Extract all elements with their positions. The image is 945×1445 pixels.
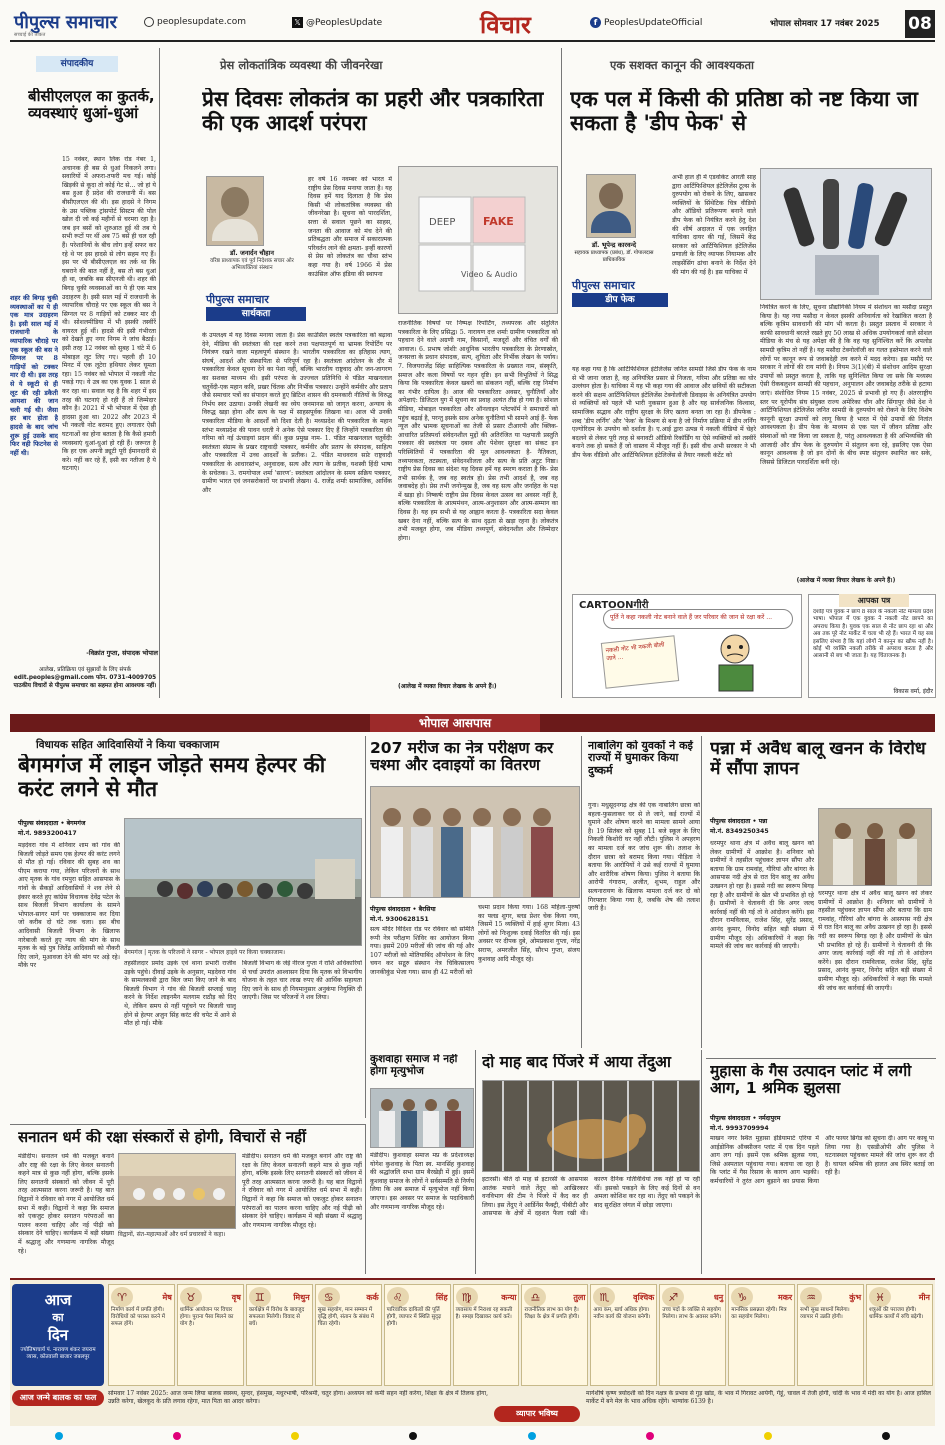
- story4-byline: पीपुल्स संवाददाता • पन्ना: [710, 818, 768, 825]
- press-col2: राजनीतिक विषयों पर निष्पक्ष रिपोर्टिंग, तथ्यपरक और संतुलित पत्रकारिता के लिए प्रसिद्ध। 5. नारायण दत्त शर्माः ग्रामीण पत्रकारिता को पहचान देने वाले अग्रणी नाम, किसानों, मजदूरों और वंचित वर्गों की आवाज। 6. प्रभाष जोशीः आधुनिक भारतीय पत्रकारिता के प्रेरणास्रोत, जनसत्ता के प्रधान संपादक, सत्य, शुचिता और निर्भीक लेखन के पर्याय। 7. विजयराजेंद्र सिंहः साहित्यिक पत्रकारिता के प्रख्यात नाम, संस्कृति, समाज और कला विषयों पर गहन दृष्टि। इन सभी विभूतियों ने सिद्ध किया कि पत्रकारिता केवल खबरों का संकलन नहीं, बल्कि राष्ट्र निर्माण का गंभीर दायित्व है। आज की पत्रकारिताः अवसर, चुनौतियाँ और अपेक्षाएं: डिजिटल युग में सूचना का प्रवाह अत्यंत तीव्र हो गया है। सोशल मीडिया, मोबाइल पत्रकारिता और ऑनलाइन प्लेटफॉर्म ने समाचारों को पहुंच बढ़ाई है, परन्तु इसके साथ अनेक चुनौतियां भी सामने आई हैं- फेक न्यूज और भ्रामक सूचनाओं का तेजी से प्रसार टीआरपी और क्लिक-आधारित प्रतिस्पर्धा संवेदनशील मुद्दों की अतिरंजित या पक्षपाती प्रस्तुति पत्रकार की स्वतंत्रता पर दबाव और पेशेवर सुरक्षा का संकट इन परिस्थितियों में पत्रकारिता की मूल आवश्यकता है- नैतिकता, तथ्यपरकता, तटस्थता, संवेदनशीलता और सत्य के प्रति अटूट निष्ठा। राष्ट्रीय प्रेस दिवस का संदेशः यह दिवस हमें यह स्मरण कराता है कि- प्रेस तभी सार्थक है, जब वह स्वतंत्र हो। प्रेस तभी आदर्श है, जब वह जवाबदेह हो। प्रेस तभी जनोन्मुख है, जब वह सत्य और जनहित के पक्ष में खड़ा हो। निष्कर्षः राष्ट्रीय प्रेस दिवस केवल उत्सव का अवसर नहीं है, बल्कि पत्रकारिता के आत्ममंथन, आत्म-अनुशासन और आत्म-सम्मान का दिवस है। यह हम सभी से यह आह्वान करता है- पत्रकारिता सदा केवल खबर देना नहीं, बल्कि सत्य के साथ दृढ़ता से खड़ा रहना है। लोकतंत्र तभी मजबूत होगा, जब मीडिया तथ्यपूर्ण, संवेदनशील और जिम्मेदार होगा।: [398, 320, 558, 542]
- story5-mobile: मो.नं. 9993709994: [710, 1125, 769, 1132]
- zodiac-name: वृश्चिक: [633, 1292, 655, 1302]
- brand-logo[interactable]: [14, 10, 142, 40]
- zodiac-text: धार्मिक आयोजन पर विचार होगा। पुराना पैसा मिलने का योग है।: [179, 1307, 234, 1328]
- stamp-brand: पीपुल्स समाचार: [206, 293, 269, 306]
- brand-tagline: सच्चाई की ताकत: [14, 32, 46, 38]
- reg-mark-icon: [173, 1432, 181, 1440]
- zodiac-card: [315, 1284, 382, 1386]
- press-col1-top: हर वर्ष 16 नवम्बर को भारत में राष्ट्रीय प्रेस दिवस मनाया जाता है। यह दिवस हमें याद दिलाता है कि प्रेस किसी भी लोकतांत्रिक व्यवस्था की जीवनरेखा है। सूचना को पारदर्शिता, सत्ता से सवाल पूछने का साहस, जनता की आवाज को मंच देने की प्रतिबद्धता और समाज में सकारात्मक परिवर्तन लाने की क्षमता- इन्हीं कारणों से प्रेस को लोकतंत्र का चौथा स्तंभ कहा गया है। वर्ष 1966 में प्रेस काउंसिल ऑफ इंडिया की स्थापना: [308, 176, 392, 278]
- website-link[interactable]: peoplesupdate.com: [144, 17, 246, 27]
- story-panna: [706, 736, 936, 1054]
- crowd-graphic: [125, 819, 362, 946]
- story3-headline: नाबालिग को युवकों ने कई राज्यों में घुमाकर किया दुष्कर्म: [588, 740, 693, 777]
- zodiac-11-icon: ♒: [800, 1287, 822, 1307]
- contact-line-2[interactable]: edit.peoples@gmail.com फोन. 0731-4009705: [13, 675, 157, 681]
- author-name-bhupendra: डॉ. भूपेन्द्र कारवन्दे: [591, 241, 637, 249]
- story1-kicker: विधायक सहित आदिवासियों ने किया चक्काजाम: [36, 739, 220, 751]
- birthday-label: आज जन्मे बालक का फल: [12, 1390, 104, 1406]
- story2-headline: 207 मरीज का नेत्र परीक्षण कर चश्मा और दवाइयों का वितरण: [370, 740, 554, 775]
- story-leopard: [480, 1050, 702, 1274]
- microphones-image: [760, 168, 932, 300]
- contact-line-3: पाठकीय विचारों से पीपुल्स समाचार का सहमत होना आवश्यक नहीं।: [13, 683, 157, 689]
- zodiac-name: धनु: [713, 1292, 724, 1302]
- zodiac-card: [453, 1284, 520, 1386]
- story6-caption: विद्वानों, संत-महात्माओं और धर्म प्रचारकों ने कहा।: [118, 1231, 226, 1238]
- people-graphic: [819, 809, 932, 886]
- horoscope-title-1: आज: [44, 1291, 72, 1309]
- story-eye-camp: [370, 736, 582, 1048]
- zodiac-card: [108, 1284, 175, 1386]
- zodiac-4-icon: ♋: [318, 1287, 340, 1307]
- zodiac-card: [177, 1284, 244, 1386]
- story-muhasa-fire: [706, 1058, 936, 1274]
- stamp-label: सार्थकता: [206, 307, 306, 321]
- story5-byline: पीपुल्स संवाददाता • नर्मदापुरम: [710, 1115, 781, 1122]
- business-label: व्यापार भविष्य: [494, 1406, 580, 1422]
- cartoon-paper: नकली नोट भी नकली बोली जाने ...: [601, 635, 679, 688]
- zodiac-card: [521, 1284, 588, 1386]
- story-kushwaha: [370, 1050, 476, 1274]
- zodiac-name: कर्क: [366, 1292, 379, 1302]
- zodiac-text: निर्माण कार्य में प्रगति होगी। विरोधियों को परास्त करने में सफल होंगे।: [111, 1307, 166, 1328]
- story1-col2: तहसीलदार प्रमोद उइके एवं थाना प्रभारी राजीव उइके पहुंचे। दीवाई उइके के अनुसार, मड़देवरा गांव के सामलकाबी द्वारा बिल जमा किए जाने के बाद बिजली विभाग ने गांव की बिजली सप्लाई चालू करने के निर्देश लाइनमैन मलगाम राठौड़ को दिए थे, लेकिन समय से नहीं पहुंचने पर बिजली चालू होने से हेल्पर अजुन सिंह करंट की चपेट में आने से मौत हो गई। मौके: [124, 960, 236, 1028]
- group-photo-graphic: [371, 787, 580, 898]
- author-photo-janardan: [206, 176, 264, 246]
- story2-byline: पीपुल्स संवाददाता • बैरसिया: [370, 906, 436, 913]
- story2-col2: चश्मा प्रदान किया गया। 168 महिला-पुरुषों का फ्लड शुगर, ब्लड प्रेशर चेक किया गया, जिसमें 15 व्यक्तियों में हाई शुगर मिला। 43 लोगों को निःशुल्क दवाई वितरित की गई। इस अवसर पर दीपक दुबे, ओमप्रकाश गुप्ता, नरेंद्र सराफ, अमरजीत सिंह, सौरभ गुप्ता, संजय कुशवाह आदि मौजूद रहे।: [478, 904, 580, 963]
- masthead: [10, 8, 935, 42]
- letter-box: [808, 594, 936, 698]
- story4-headline: पन्ना में अवैध बालू खनन के विरोध में सौंपा ज्ञापन: [710, 740, 926, 779]
- press-headline: प्रेस दिवसः लोकतंत्र का प्रहरी और पत्रकारिता की एक आदर्श परंपरा: [202, 88, 544, 135]
- zodiac-8-icon: ♏: [593, 1287, 615, 1307]
- story4-memo-photo: [818, 808, 932, 886]
- zodiac-text: व्यवसाय में निराशा रह सकती है। समझ दिखाकर कार्य करें।: [455, 1307, 513, 1321]
- story4-body-right: धरमपुर थाना क्षेत्र में अवैध बालू खनन को लेकर ग्रामीणों में आक्रोश है। शनिवार को ग्रामीणों ने तहसील पहुंचकर ज्ञापन सौंपा और बताया कि ग्राम रामवांह, गौरियां और बांगरा के आसपास नदी क्षेत्र से रात दिन बालू का अवैध उत्खनन हो रहा है। इससे नदी का स्वरूप बिगड़ रहा है और ग्रामीणों के खेत भी प्रभावित हो रहे हैं। ग्रामीणों ने चेतावनी दी कि अगर जल्द कार्रवाई नहीं की गई तो वे आंदोलन करेंगे। इस दौरान रामविलास, राजेश सिंह, सुरेंद्र प्रसाद, आनंद कुमार, विनोद सहित बड़ी संख्या में ग्रामीण मौजूद रहे। अधिकारियों ने कहा कि मामले की जांच कर कार्रवाई की जाएगी।: [818, 890, 932, 992]
- story1-highway-photo: [124, 818, 362, 946]
- zodiac-name: मेष: [162, 1292, 172, 1302]
- story-sanatan: [10, 1124, 366, 1274]
- zodiac-name: मीन: [918, 1292, 930, 1302]
- zodiac-text: शत्रुओं की पराजय होगी। धार्मिक कार्यों में रुचि बढ़ेगी।: [869, 1307, 924, 1321]
- reg-mark-icon: [528, 1432, 536, 1440]
- microphones-graphic: [761, 169, 932, 300]
- deepfake-puzzle-image: [398, 166, 558, 314]
- zodiac-card: [728, 1284, 795, 1386]
- story4-mobile: मो.नं. 8349250345: [710, 828, 769, 835]
- press-disclaimer: (आलेख में व्यक्त विचार लेखक के अपने हैं।): [398, 683, 497, 690]
- zodiac-name: सिंह: [435, 1292, 448, 1302]
- person-silhouette-icon: [221, 187, 249, 217]
- story6-sabha-photo: [118, 1153, 236, 1229]
- zodiac-text: मानसिक प्रसन्नता रहेगी। मित्र का सहयोग मिलेगा।: [731, 1307, 787, 1321]
- story2-mobile: मो.नं. 9300628151: [370, 916, 429, 923]
- zodiac-5-icon: ♌: [387, 1287, 409, 1307]
- dateline: भोपाल सोमवार 17 नवंबर 2025: [770, 19, 880, 29]
- brand-name: पीपुल्स समाचार: [14, 12, 117, 33]
- zodiac-text: पारिवारिक दायित्वों की पूर्ति होगी, व्यापार में स्थिति सुदृढ़ होगी।: [386, 1307, 442, 1328]
- story7-photo: [370, 1088, 474, 1148]
- stamp-brand: पीपुल्स समाचार: [572, 279, 635, 292]
- aaj-ka-din-box: [12, 1284, 104, 1386]
- horoscope-astrologer: ज्योतिषाचार्य पं. नारायण शंकर जयराम व्यास, कोतवाली बाजार जबलपुर: [20, 1347, 96, 1360]
- zodiac-text: सुख सहयोग, मान सम्मान में वृद्धि होगी, संतान के संबंध में चिंता रहेगी।: [317, 1307, 374, 1328]
- zodiac-name: कुंभ: [849, 1292, 862, 1302]
- cartoon-box: [572, 594, 802, 698]
- contact-line-1: आलेख, प्रतिक्रिया एवं सुझावों के लिए संपर्क: [38, 667, 132, 673]
- press-col1-main: के उपलक्ष्य में यह दिवस मनाया जाता है। प्रेस काउंसिल स्वतंत्र पत्रकारिता को बढ़ावा देने, मीडिया की स्वतंत्रता की रक्षा करने तथा पक्षपातपूर्ण या भ्रामक रिपोर्टिंग पर नियंत्रण रखने वाला महत्वपूर्ण संस्थान है। भारतीय पत्रकारिता का इतिहास त्याग, संघर्ष, आदर्श और संस्थापिता से परिपूर्ण रहा है। स्वतंत्रता आंदोलन के दौर में पत्रकारिता केवल सूचना देने का पेशा नहीं, बल्कि भारतीय राष्ट्रवाद और जन-जागरण का सशक्त माध्यम थी। इसी परंपरा के उज्ज्वल प्रतिनिधि थे पंडित माखनलाल चतुर्वेदी-एक महान कवि, प्रखर चिंतक और निर्भीक पत्रकार। उन्होंने कर्मवीर और प्रताप जैसे समाचार पत्रों का संपादन करते हुए ब्रिटिश शासन की दमनकारी नीतियों के विरुद्ध निर्भय स्वर उठाया। उनकी लेखनी का ध्येय जनमानस को जागृत करना, अन्याय के विरुद्ध खड़ा होना और सत्य के पक्ष में साहसपूर्वक लिखना था। आज भी उनकी पत्रकारिता मीडिया के आदर्शों को दिशा देती है। मध्यप्रदेश की पत्रकारिता के महान स्तंभः मध्यप्रदेश की पावन धरती ने अनेक ऐसे पत्रकार दिए हैं जिन्होंने पत्रकारिता की गरिमा को नई ऊंचाइयां प्रदान कीं। कुछ प्रमुख नाम- 1. पंडित माखनलाल चतुर्वेदीः स्वतंत्रता संग्राम के प्रखर राष्ट्रवादी पत्रकार, कर्मवीर और प्रताप के संपादक, साहित्य और पत्रकारिता में उच्च आदर्शों के प्रतीक। 2. पंडित माधवराव सप्रेः राष्ट्रवादी पत्रकारिता के आधारस्तंभ, अनुवादक, सत्य और त्याग के प्रतीक, यशस्वी हिंदी भाषा के सचेतक। 3. रामगोपाल शर्मा 'सारण': स्वतंत्रता आंदोलन के समय सक्रिय पत्रकार, ग्रामीण भारत एवं जनसरोकारों पर प्रभावी लेखन। 4. राजेंद्र शर्माः सामाजिक, आर्थिक और: [202, 332, 392, 494]
- story1-byline: पीपुल्स संवाददाता • बेगमगंज: [18, 820, 86, 827]
- letter-body: दर्शाई पत्र युवक ने छापे 8 साल के नकली नोट मामला प्रदेश भाषा। भोपाल में एक युवक ने नकली नोट छापने का अपराध किया है। युवक एक साल से नोट छाप रहा था और अब तक पूरे नोट मार्केट में चला भी रहे हैं। भारत में यह सब इसलिए संभव है कि यहां लोगों ने कानून का खौफ नहीं है। कोई भी व्यक्ति नकली तरीके से अपराध करता है और आसानी से बच भी जाता है। यह चिंताजनक है।: [813, 609, 933, 660]
- local-section-bar: [10, 714, 935, 732]
- author-name-janardan: डॉ. जनार्दन चौहान: [230, 249, 274, 257]
- story8-body: इटारसी। बीते दो माह से इटारसी के आसपास आतंक मचाने वाले तेंदुए को आखिरकार वनविभाग की टीम ने पिंजरे में कैद कर ही लिया। इस तेंदुए ने आर्डिनेंस फैक्ट्री, पीबीटी और आसपास के क्षेत्रों में दहशत फैला रखी थी। कारण दैनिक गतिविधियां तक नहीं हो पा रही थीं। इसको पकड़ने के लिए कई दिनों से वन अमला कोशिश कर रहा था। तेंदुए को पकड़ने के बाद सुरक्षित जंगल में छोड़ा जाएगा।: [482, 1176, 700, 1218]
- deepfake-stamp: [572, 278, 668, 310]
- svg-text:DEEP: DEEP: [429, 217, 456, 228]
- story-begamganj: [10, 736, 366, 1118]
- x-logo-icon: 𝕏: [292, 17, 303, 28]
- horoscope-strip: [10, 1278, 935, 1426]
- svg-text:FAKE: FAKE: [483, 215, 514, 228]
- story1-col3: बिजली विभाग के जेई नीरज गुप्ता ने राशि अधिकारियों से चर्चा उपरांत आश्वासन दिया कि मृतक को विभागीय योजना के तहत चार लाख रुपए की आर्थिक सहायता दिए जाने के साथ ही नियमानुसार अनुकंपा नियुक्ति दी जाएगी। जिस पर परिजनों ने शव लिया।: [242, 960, 362, 1002]
- story4-body: धरमपुर थाना क्षेत्र में अवैध बालू खनन को लेकर ग्रामीणों में आक्रोश है। शनिवार को ग्रामीणों ने तहसील पहुंचकर ज्ञापन सौंपा और बताया कि ग्राम रामवांह, गौरियां और बांगरा के आसपास नदी क्षेत्र से रात दिन बालू का अवैध उत्खनन हो रहा है। इससे नदी का स्वरूप बिगड़ रहा है और ग्रामीणों के खेत भी प्रभावित हो रहे हैं। ग्रामीणों ने चेतावनी दी कि अगर जल्द कार्रवाई नहीं की गई तो वे आंदोलन करेंगे। इस दौरान रामविलास, राजेश सिंह, सुरेंद्र प्रसाद, आनंद कुमार, विनोद सहित बड़ी संख्या में ग्रामीण मौजूद रहे। अधिकारियों ने कहा कि मामले की जांच कर कार्रवाई की जाएगी।: [710, 840, 814, 951]
- stage-graphic: [119, 1154, 236, 1229]
- cartoon-speech-bubble: पूर्ति ने कहा नकली नोट बनाने वाले हैं जर परिवार की जान से रक्षा करें ...: [603, 609, 793, 629]
- svg-text:Video & Audio: Video & Audio: [461, 270, 518, 279]
- story1-caption: बेगमगंज | मृतक के परिजनों ने सागर - भोपाल हाइवे पर किया चक्काजाम।: [124, 949, 286, 956]
- zodiac-7-icon: ♎: [524, 1287, 546, 1307]
- zodiac-text: राजनीतिक लाभ का योग है। जिक्षा के क्षेत्र में प्रगति होगी।: [524, 1307, 580, 1321]
- x-link[interactable]: 𝕏 @PeoplesUpdate: [292, 17, 382, 28]
- story2-eye-camp-photo: [370, 786, 580, 898]
- story1-headline: बेगमगंज में लाइन जोड़ते समय हेल्पर की करंट लगने से मौत: [18, 754, 326, 801]
- editorial-signature: -विक्रांत गुप्ता, संपादक भोपाल: [86, 649, 158, 657]
- editorial-headline: बीसीएलएल का कुतर्क, व्यवस्थाएं धुआं-धुआं: [28, 88, 155, 122]
- facebook-icon: f: [590, 17, 601, 28]
- letter-signature: विकास वर्मा, इंदौर: [893, 688, 933, 695]
- story3-body: गुना। मधुसूदनगढ़ क्षेत्र की एक नाबालिग छात्रा को बहला-फुसलाकर घर से ले जाने, कई राज्यों में घुमाने और शोषण करने का मामला सामने आया है। 19 सितंबर को सुबह 11 बजे स्कूल के लिए निकली किशोरी घर नहीं लौटी। पुलिस ने अपहरण का मामला दर्ज कर जांच शुरू की। तलाश के दौरान छात्रा को बरामद किया गया। पीड़िता ने बताया कि आरोपियों ने उसे कई राज्यों में घुमाया और शारीरिक शोषण किया। पुलिस ने बताया कि आरोपी गंगाराम, अजीत, शुभम, राहुल और सत्यनारायण के खिलाफ मामला दर्ज कर दो को गिरफ्तार किया गया है, जबकि शेष की तलाश जारी है।: [588, 802, 700, 913]
- deepfake-intro: अभी हाल ही में एडवोकेट आरती साह द्वारा आर्टिफिशियल इंटेलिजेंस टूल्स के दुरुपयोग को रोकने के लिए, खासकर व्यक्तियों के सिंथेटिक चित्र वीडियो और ऑडियो प्रतिरूपण बनाने वाले डीप फेक को नियंत्रित करने हेतु देश की शीर्ष अदालत में एक जनहित याचिका दायर की गई, जिसमें केंद्र सरकार को आर्टिफिशियल इंटेलिजेंस प्रणाली के लिए व्यापक नियामक और लाइसेंसिंग ढांचा बनाने के निर्देश देने की मांग की गई है। इस याचिका में: [672, 174, 756, 276]
- puzzle-graphic: [399, 167, 558, 314]
- reg-mark-icon: [882, 1432, 890, 1440]
- author-photo-bhupendra: [586, 174, 636, 238]
- letter-tag: आपका पत्र: [839, 594, 909, 607]
- stamp-label: डीप फेक: [572, 293, 668, 307]
- zodiac-name: मकर: [777, 1292, 793, 1302]
- reg-mark-icon: [764, 1432, 772, 1440]
- sarthakta-stamp: [206, 292, 306, 324]
- zodiac-12-icon: ♓: [869, 1287, 891, 1307]
- zodiac-name: कन्या: [501, 1292, 517, 1302]
- deepfake-headline: एक पल में किसी की प्रतिष्ठा को नष्ट किया जा सकता है 'डीप फेक' से: [570, 88, 918, 135]
- zodiac-card: [246, 1284, 313, 1386]
- birthday-text: सोमवार 17 नवंबर 2025: आज जन्म लिया बालक स्वस्थ्य, सुन्दर, हंसमुख, मधुरभाषी, परिश्रमी, चतुर होगा। अध्ययन को कमी सहन नहीं करेगा, शिक्षा के क्षेत्र में तिलक होगा, उन्नति करेगा, खेलकूद के प्रति लगाव रहेगा, मात पिता का आदर करेगा।: [108, 1390, 488, 1405]
- editorial-tag: संपादकीय: [36, 56, 118, 72]
- story5-body: माखन नगर स्थित मुहासा इंडियामार्ट एरिया में आईडोनिक ऑक्सीजन प्लांट में एक दिन पहले आग लग गई। इसमें एक श्रमिक झुलस गया, जिसे अस्पताल पहुंचाया गया। बताया जा रहा है कि प्लांट में गैस रिसाव के कारण आग भड़की। कर्मचारियों ने तुरंत आग बुझाने का प्रयास किया और फायर ब्रिगेड को सूचना दी। आग पर काबू पा लिया गया है। एसडीओपी और पुलिस ने घटनास्थल पहुंचकर मामले की जांच शुरू कर दी है। घायल श्रमिक की हालत अब स्थिर बताई जा रही है।: [710, 1135, 934, 1185]
- cage-graphic: [483, 1081, 700, 1172]
- story7-body: मंडीदीप। कुशवाहा समाज मप्र के प्रदेशाध्यक्ष योगेश कुशवाह के पिता स्व. मानसिंह कुशवाह की श्रद्धांजलि सभा ग्राम बैरखेड़ी में हुई। इसमें कुशवाह समाज के लोगों ने सर्वसम्मति से निर्णय लिया कि अब समाज में मृत्युभोज नहीं किया जाएगा। इस अवसर पर समाज के पदाधिकारी और गणमान्य नागरिक मौजूद रहे।: [370, 1152, 474, 1211]
- story-minor: [588, 736, 702, 1048]
- zodiac-grid: [108, 1284, 933, 1386]
- facebook-link[interactable]: f PeoplesUpdateOfficial: [590, 17, 702, 28]
- zodiac-card: [590, 1284, 657, 1386]
- zodiac-card: [866, 1284, 933, 1386]
- horoscope-title-3: दिन: [47, 1326, 69, 1344]
- zodiac-name: वृष: [231, 1292, 241, 1302]
- zodiac-card: [384, 1284, 451, 1386]
- section-title: विचार: [480, 11, 531, 39]
- story6-headline: सनातन धर्म की रक्षा संस्कारों से होगी, विचारों से नहीं: [18, 1129, 306, 1146]
- zodiac-text: आय कम, खर्च अधिक होगा। नवीन कार्य की योजना बनेगी।: [593, 1307, 651, 1321]
- story2-col1: सत्य मंदिर विदिशा रोड पर रविवार को समिति रूपी नेत्र परीक्षण शिविर का आयोजन किया गया। इसमें 209 मरीजों की जांच की गई और 107 मरीजों को मोतियाबिंद ऑपरेशन के लिए चयन कर सद्गुरु संस्थान नेत्र चिकित्सालय जानकीकुंड भेजा गया। साथ ही 42 मरीजों को: [370, 926, 474, 976]
- registration-bar: [0, 1432, 945, 1442]
- deepfake-col-a: यह कहा गया है कि आर्टिफिशियल इंटेलिजेंस जनित सामग्री जिसे डीप फेक के नाम से भी जाना जाता है, वह अनियंत्रित प्रसार से निजता, गरिमा और प्रतिष्ठा का घोर उल्लंघन होता है। याचिका में यह भी कहा गया की आवाज और छवियों की सटीकता करने की सक्षम आर्टिफिशियल इंटेलिजेंस टेक्नोलॉजी डिवाइस के अनियंत्रित उपयोग से व्यक्तियों को पहले भी भारी नुकसान हुआ है और यह सार्वजनिक विश्वास, सामाजिक सद्भाव और राष्ट्रीय सुरक्षा के लिए खतरा बनता जा रहा है। डीपफेक : शब्द 'डीप लर्निंग' और 'फेक' के मिश्रण से बना है जो निर्माण प्रक्रिया में डीप लर्निंग एल्गोरिदम के उपयोग को दर्शाता है। ए.आई द्वारा उत्पन्न ये नकली वीडियो में चेहरे बदलने से लेकर पूरी तरह से बनावटी ऑडियो रिकॉर्डिंग या ऐसे व्यक्तियों को तस्वीरें बनाने तक हो सकते हैं जो वास्तव में मौजूद नहीं हैं। इसी वीच अभी सरकार ने भी डीप फेक वीडियो और आर्टिफिशियल इंटेलिजेंस से तैयार नकली कंटेंट को: [572, 366, 756, 459]
- zodiac-10-icon: ♑: [731, 1287, 753, 1307]
- zodiac-2-icon: ♉: [180, 1287, 202, 1307]
- editorial-side-note: शहर की बिगड़ चुकी व्यवस्थाओं का ये ही एक मात्र उदाहरण है। इसी साल मई में राजधानी के व्यापारिक चौराहे पर एक स्कूल की बस ने सिग्नल पर 8 गाड़ियों को टक्कर मार दी थी। इस तरह से ये स्कूटी से ही लूट की रही डकैती आयशा की जान चली गई थी। जैसा हर बार होता है हादसे के बाद जांच शुरू हुई उसके बाद फिर वही फिटनेस से नहीं थी।: [10, 294, 58, 457]
- local-section-label: भोपाल आसपास: [370, 714, 540, 732]
- person-silhouette-icon: [599, 183, 623, 209]
- zodiac-9-icon: ♐: [662, 1287, 684, 1307]
- story8-leopard-photo: [482, 1080, 700, 1172]
- deepfake-kicker: एक सशक्त कानून की आवश्यकता: [610, 58, 754, 72]
- deepfake-disclaimer: (आलेख में व्यक्त विचार लेखक के अपने हैं।): [796, 577, 896, 584]
- story6-body-right: मंडीदीप। सनातन धर्म की मजबूत बनाने और राष्ट्र की रक्षा के लिए केवल सनातनी कहने मात्र से कुछ नहीं होगा, बल्कि इसके लिए सनातनी संस्कारों को जीवन में पूरी तरह आत्मसात करना जरूरी है। यह बात विद्वानों ने रविवार को नगर में आयोजित धर्म सभा में कही। विद्वानों ने कहा कि समाज को एकजुट होकर सनातन परंपराओं का पालन करना चाहिए और नई पीढ़ी को संस्कार देने चाहिए। कार्यक्रम में बड़ी संख्या में श्रद्धालु और गणमान्य नागरिक मौजूद रहे।: [242, 1153, 362, 1229]
- meeting-graphic: [371, 1089, 474, 1148]
- page-number: 08: [905, 10, 935, 38]
- zodiac-card: [659, 1284, 726, 1386]
- zodiac-name: मिथुन: [293, 1292, 310, 1302]
- zodiac-1-icon: ♈: [111, 1287, 133, 1307]
- deepfake-col-b: नियंत्रित करने के लिए, सूचना प्रौद्योगिकी नियम में संशोधन का मसौदा प्रस्तुत किया है। यह नया मसौदा न केवल इसकी अनिवार्यता को रेखांकित करता है बल्कि कृत्रिम सावधानी की मांग भी करता है। प्रस्तुत प्रस्ताव में सरकार ने काफी सावधानी बरतते रखते हुए 50 लाख से अधिक उपयोगकर्ता वाले सोशल मीडिया के मंच से यह अपेक्षा की है कि वह यह सुनिश्चित करें कि अपलोड सामग्री कृत्रिम तो नहीं है। यह मसौदा टेक्नोलॉजी का गलत इस्तेमाल करने वाले लोगों पर कानून रूप से जवाबदेही तय करने में मदद करेगा। इस मसौदे पर सरकार ने लोगों की राय मांगी है। नियम 3(1)(बी) में संशोधन आदिम सुरक्षा उपायों को प्रस्तुत करता है, ताकि यह सुनिश्चित किया जा सके कि मध्यस्थ ऐसी रीकबलुशन सामग्री की पहचान, अनुपालन और जवाबदेह तरीके से हटाया जाएं। संशोधित नियम 15 नवंबर, 2025 से प्रभावी हो गए हैं। अंतरराष्ट्रीय स्तर पर यूरोपीय संघ संयुक्त राज्य अमेरिका चीन और सिंगापुर जैसे देश ने आर्टिफिशियल इंटेलिजेंस जनित सामग्री के दुरुपयोग को रोकने के लिए विशेष कानूनी सुरक्षा उपायों को लागू किया है भारत में ऐसे उपायों की नितांत आवश्यकता है। डीप फेक के माध्यम से एक पल में जीवन प्रतिष्ठा और संस्थाओं को नष्ट किया जा सकता है, परंतु आवश्यकता है की अभिव्यक्ति की आजादी और डीप फेक के दुरुपयोग में संतुलन बना रहे, इसलिए एक ऐसा कानून आवश्यक है जो इन दोनों के बीच स्पष्ट संतुलन स्थापित कर सके, जिससे डिजिटल पारदर्शिता बनी रहे।: [760, 304, 932, 466]
- editorial-contact: [12, 666, 158, 690]
- press-kicker: प्रेस लोकतांत्रिक व्यवस्था की जीवनरेखा: [220, 58, 383, 72]
- story6-body: मंडीदीप। सनातन धर्म की मजबूत बनाने और राष्ट्र की रक्षा के लिए केवल सनातनी कहने मात्र से कुछ नहीं होगा, बल्कि इसके लिए सनातनी संस्कारों को जीवन में पूरी तरह आत्मसात करना जरूरी है। यह बात विद्वानों ने रविवार को नगर में आयोजित धर्म सभा में कही। विद्वानों ने कहा कि समाज को एकजुट होकर सनातन परंपराओं का पालन करना चाहिए और नई पीढ़ी को संस्कार देने चाहिए। कार्यक्रम में बड़ी संख्या में श्रद्धालु और गणमान्य नागरिक मौजूद रहे।: [18, 1153, 114, 1255]
- horoscope-title-2: का: [52, 1311, 64, 1324]
- editorial-section: [10, 48, 160, 698]
- zodiac-text: उच्च पदों के व्यक्ति से सहयोग मिलेगा। लाभ के अवसर बनेंगे।: [662, 1307, 722, 1321]
- story1-col1: मड़देवरा गांव में शनिवार शाम को गांव की बिजली जोड़ते समय एक हेल्पर की करंट लगने से मौत हो गई। रविवार की सुबह शव का पीएम कराया गया, लेकिन परिजनों के साथ आए मृतक के गांव रमपुरा सहित आसपास के गांवों के सैकड़ों आदिवासियों ने शव लेने से इंकार करते हुए कांग्रेस विधायक देवेंद्र पटेल के साथ बिजली विभाग कार्यालय के सामने भोपाल-सागर मार्ग पर चक्काजाम कर दिया जो करीब दो घंटे तक चला। इस बीच आदिवासी बिजली विभाग के खिलाफ नारेबाजी करते हुए न्याय की मांग के साथ मृतक के बड़े पुत्र जितेंद्र आदिवासी को नौकरी दिए जाने, मुआवजा देने की मांग पर अड़े रहे। मौके पर: [18, 842, 120, 970]
- author-role-bhupendra: सहायक प्राध्यापक (प्रबंध), डॉ. गोपालदास प्राधिकायिक: [574, 250, 654, 263]
- reg-mark-icon: [55, 1432, 63, 1440]
- reg-mark-icon: [409, 1432, 417, 1440]
- reg-mark-icon: [646, 1432, 654, 1440]
- zodiac-3-icon: ♊: [249, 1287, 271, 1307]
- cartoon-figure: [693, 631, 783, 695]
- story1-mobile: मो.नं. 9893200417: [18, 830, 77, 837]
- author-role-janardan: वरिष्ठ प्राध्यापक एवं पूर्व निदेशक सचार ओर अभिव्यक्तियां संस्थान: [210, 258, 294, 271]
- globe-icon: [144, 17, 154, 27]
- story5-headline: मुहासा के गैस उत्पादन प्लांट में लगी आग, 1 श्रमिक झुलसा: [710, 1063, 912, 1098]
- zodiac-text: कार्यक्षेत्र में विरोध के बावजूद सफलता मिलेगी। विवाद से बचें।: [248, 1307, 305, 1328]
- cartoon-title: CARTOONगीरी: [579, 600, 649, 611]
- story8-headline: दो माह बाद पिंजरे में आया तेंदुआ: [482, 1054, 671, 1071]
- zodiac-card: [797, 1284, 864, 1386]
- zodiac-text: सभी सुख साधनों मिलेगा। व्यापार में उन्नति होगी।: [800, 1307, 850, 1321]
- reg-mark-icon: [291, 1432, 299, 1440]
- story7-headline: कुशवाहा समाज में नहीं होगा मृत्युभोज: [370, 1054, 458, 1077]
- zodiac-name: तुला: [573, 1292, 586, 1302]
- deepfake-article: [566, 48, 936, 588]
- press-day-article: [166, 48, 562, 698]
- business-text: मार्गशीर्ष कृष्ण त्रयोदशी को दिन नक्षत्र के प्रभाव से गुड़ खांड, के भाव में गिरावट आयेगी, गेहूं, चावल में तेजी होगी, चांदी के भाव में मंदी का योग है। आज हासिल मार्केट में बने मेल के भाव अधिक रहेंगे। भाग्यांक 6139 है।: [586, 1390, 931, 1405]
- editorial-body: 15 नवंबर, स्थान लिंक रोड नंबर 1, अचानक ही बस से धुआं निकलने लगा। सवारियों में अफरा-तफरी मच गई। कोई खिड़की से कूदा तो कोई गेट से... जो हां ये बस हुआ है प्रदेश की राजधानी में। बस बीसीएलएल की थी। इस हादसे ने निगम के उस पब्लिक ट्रांसपोर्ट सिस्टम की पोल खोल दी जो कई महीनों से चरमरा रहा है। जब इन बसों को शुरुआत हुई थी तब ये सभी रूटों पर थीं अब 75 बसें ही चल रही हैं। परेशानियों के बीच लोग इन्हें सफर कर रहे थे पर इस हादसे से लोग सहम गए हैं। इस पर भी बीसीएलएल का तर्क था कि घबराने की बात नहीं है, बस तो बस धुआं ही था, जबकि बस सीएनजी थी। शहर की बिगड़ चुकी व्यवस्थाओं का ये ही एक मात्र उदाहरण है। इसी साल मई में राजधानी के व्यापारिक चौराहे पर एक स्कूल की बस ने सिग्नल पर 8 गाड़ियों को टक्कर मार दी थी। सोशलमीडिया में भी इसकी तस्वीरें वायरल हुई थीं। हादसे की इसी गंभीरता को देखते हुए नगर निगम ने जांच बैठाई। इसी तरह 12 नवंबर को सुबह 1 घंटे में 6 मोबाइल लूट लिए गए। पहली ही 10 मिनट में एक लूटेरा हथियार लेकर घूमता रहा। 15 नवंबर को भोपाल में नकली नोट पकड़े गए। ये उत्र का एक युवक 1 साल से कर रहा था। सवाल यह है कि शहर में इस तरह की घटनाएं हो रही हैं तो जिम्मेदार कौन है। 2021 में भी भोपाल में ऐसा ही हादसा हुआ था। 2022 और 2023 में भी नकली नोट बरामद हुए। लगातार ऐसी घटनाओं का होना बताता है कि कैसे हमारी व्यवस्थाएं धुआं-धुआं हो रही हैं। जरूरत है कि हर एक अपनी ड्यूटी पूरी ईमानदारी से करे। नहीं कर रहे हैं, इसी का नतीजा है ये घटनाएं।: [62, 156, 156, 473]
- zodiac-6-icon: ♍: [456, 1287, 478, 1307]
